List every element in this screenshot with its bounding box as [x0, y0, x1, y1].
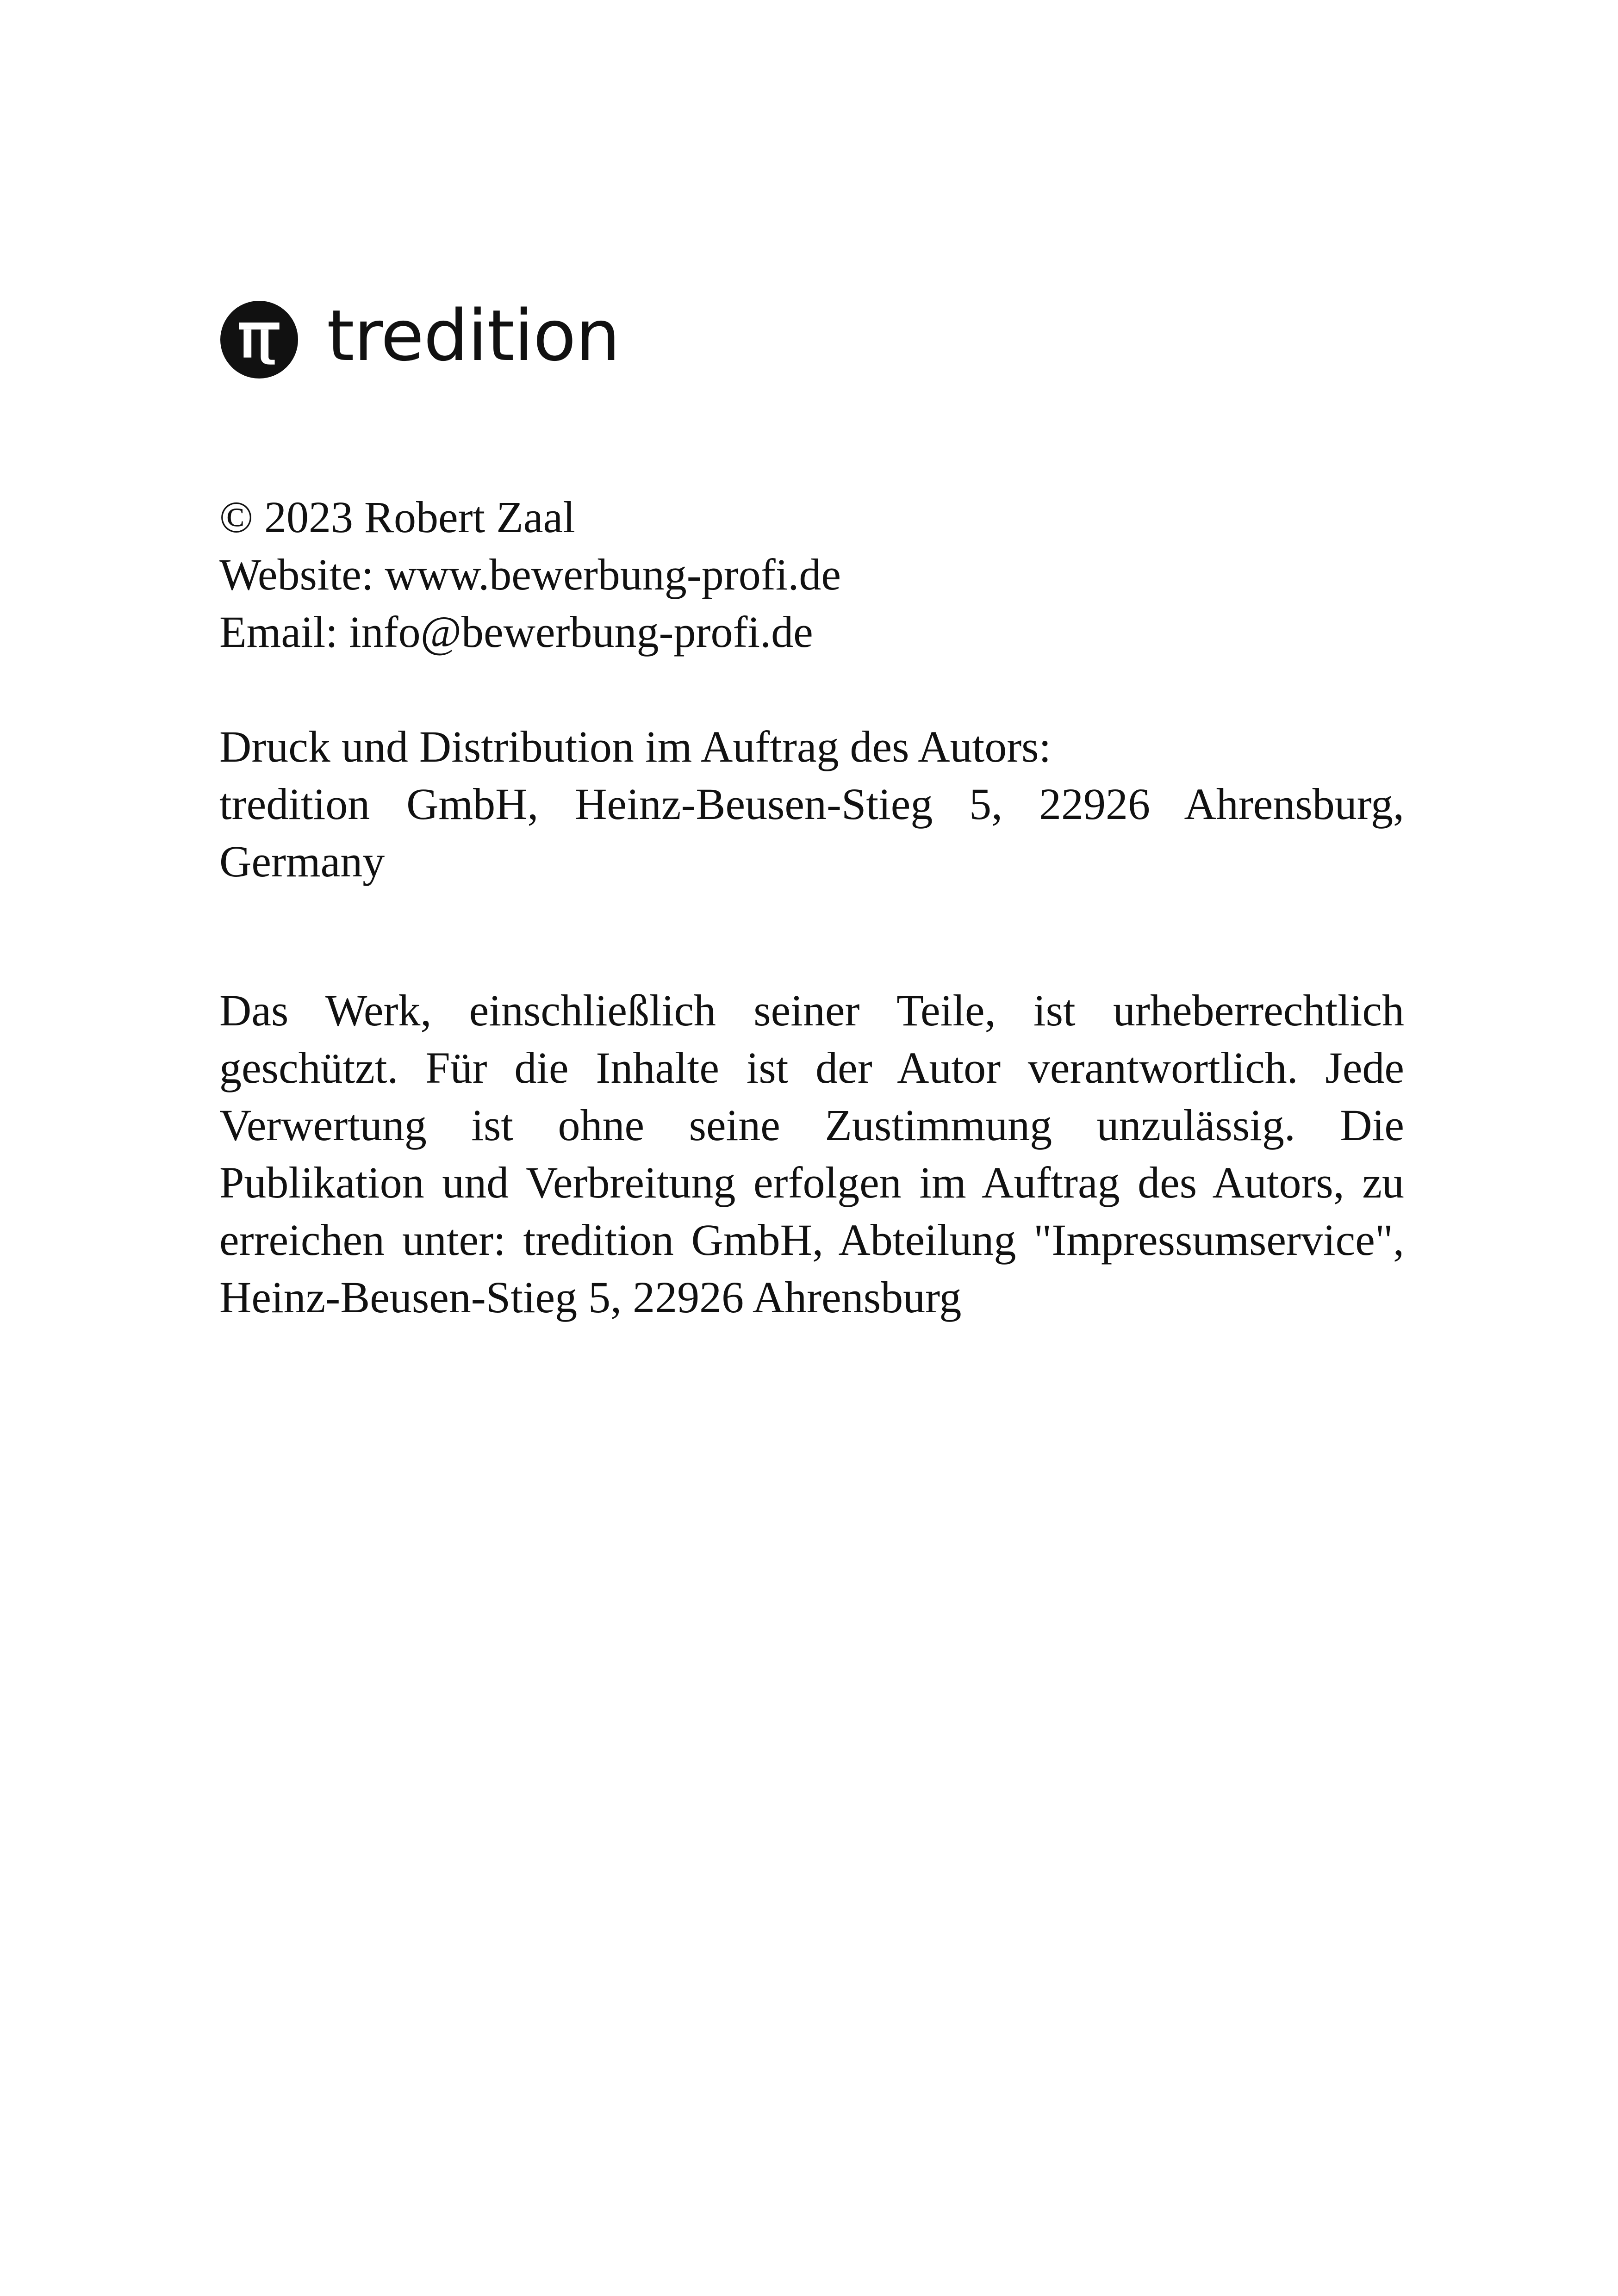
- copyright-line: © 2023 Robert Zaal: [219, 492, 575, 542]
- printing-block: [219, 718, 1404, 890]
- tredition-logo-icon: [220, 301, 298, 379]
- website-line: Website: www.bewerbung-profi.de: [219, 550, 841, 599]
- copyright-block: [219, 489, 1404, 661]
- publisher-logo: [220, 295, 620, 379]
- email-line: Email: info@bewerbung-profi.de: [219, 607, 813, 657]
- publisher-name: tredition: [327, 295, 620, 377]
- printing-address: tredition GmbH, Heinz-Beusen-Stieg 5, 22926 Ahrensburg, Germany: [219, 779, 1404, 886]
- legal-text: Das Werk, einschließlich seiner Teile, ist urheberrechtlich geschützt. Für die Inhalte ist der Autor verantwortlich. Jede Verwertung ist ohne seine Zustimmung unzulässig. Die Publikation und Verbreitung erfolgen im Auftrag des Autors, zu erreichen unter: tredition GmbH, Abteilung "Impressumservice", Heinz-Beusen-Stieg 5, 22926 Ahrensburg: [219, 986, 1404, 1322]
- printing-heading: Druck und Distribution im Auftrag des Autors:: [219, 722, 1052, 771]
- legal-notice: [219, 982, 1404, 1326]
